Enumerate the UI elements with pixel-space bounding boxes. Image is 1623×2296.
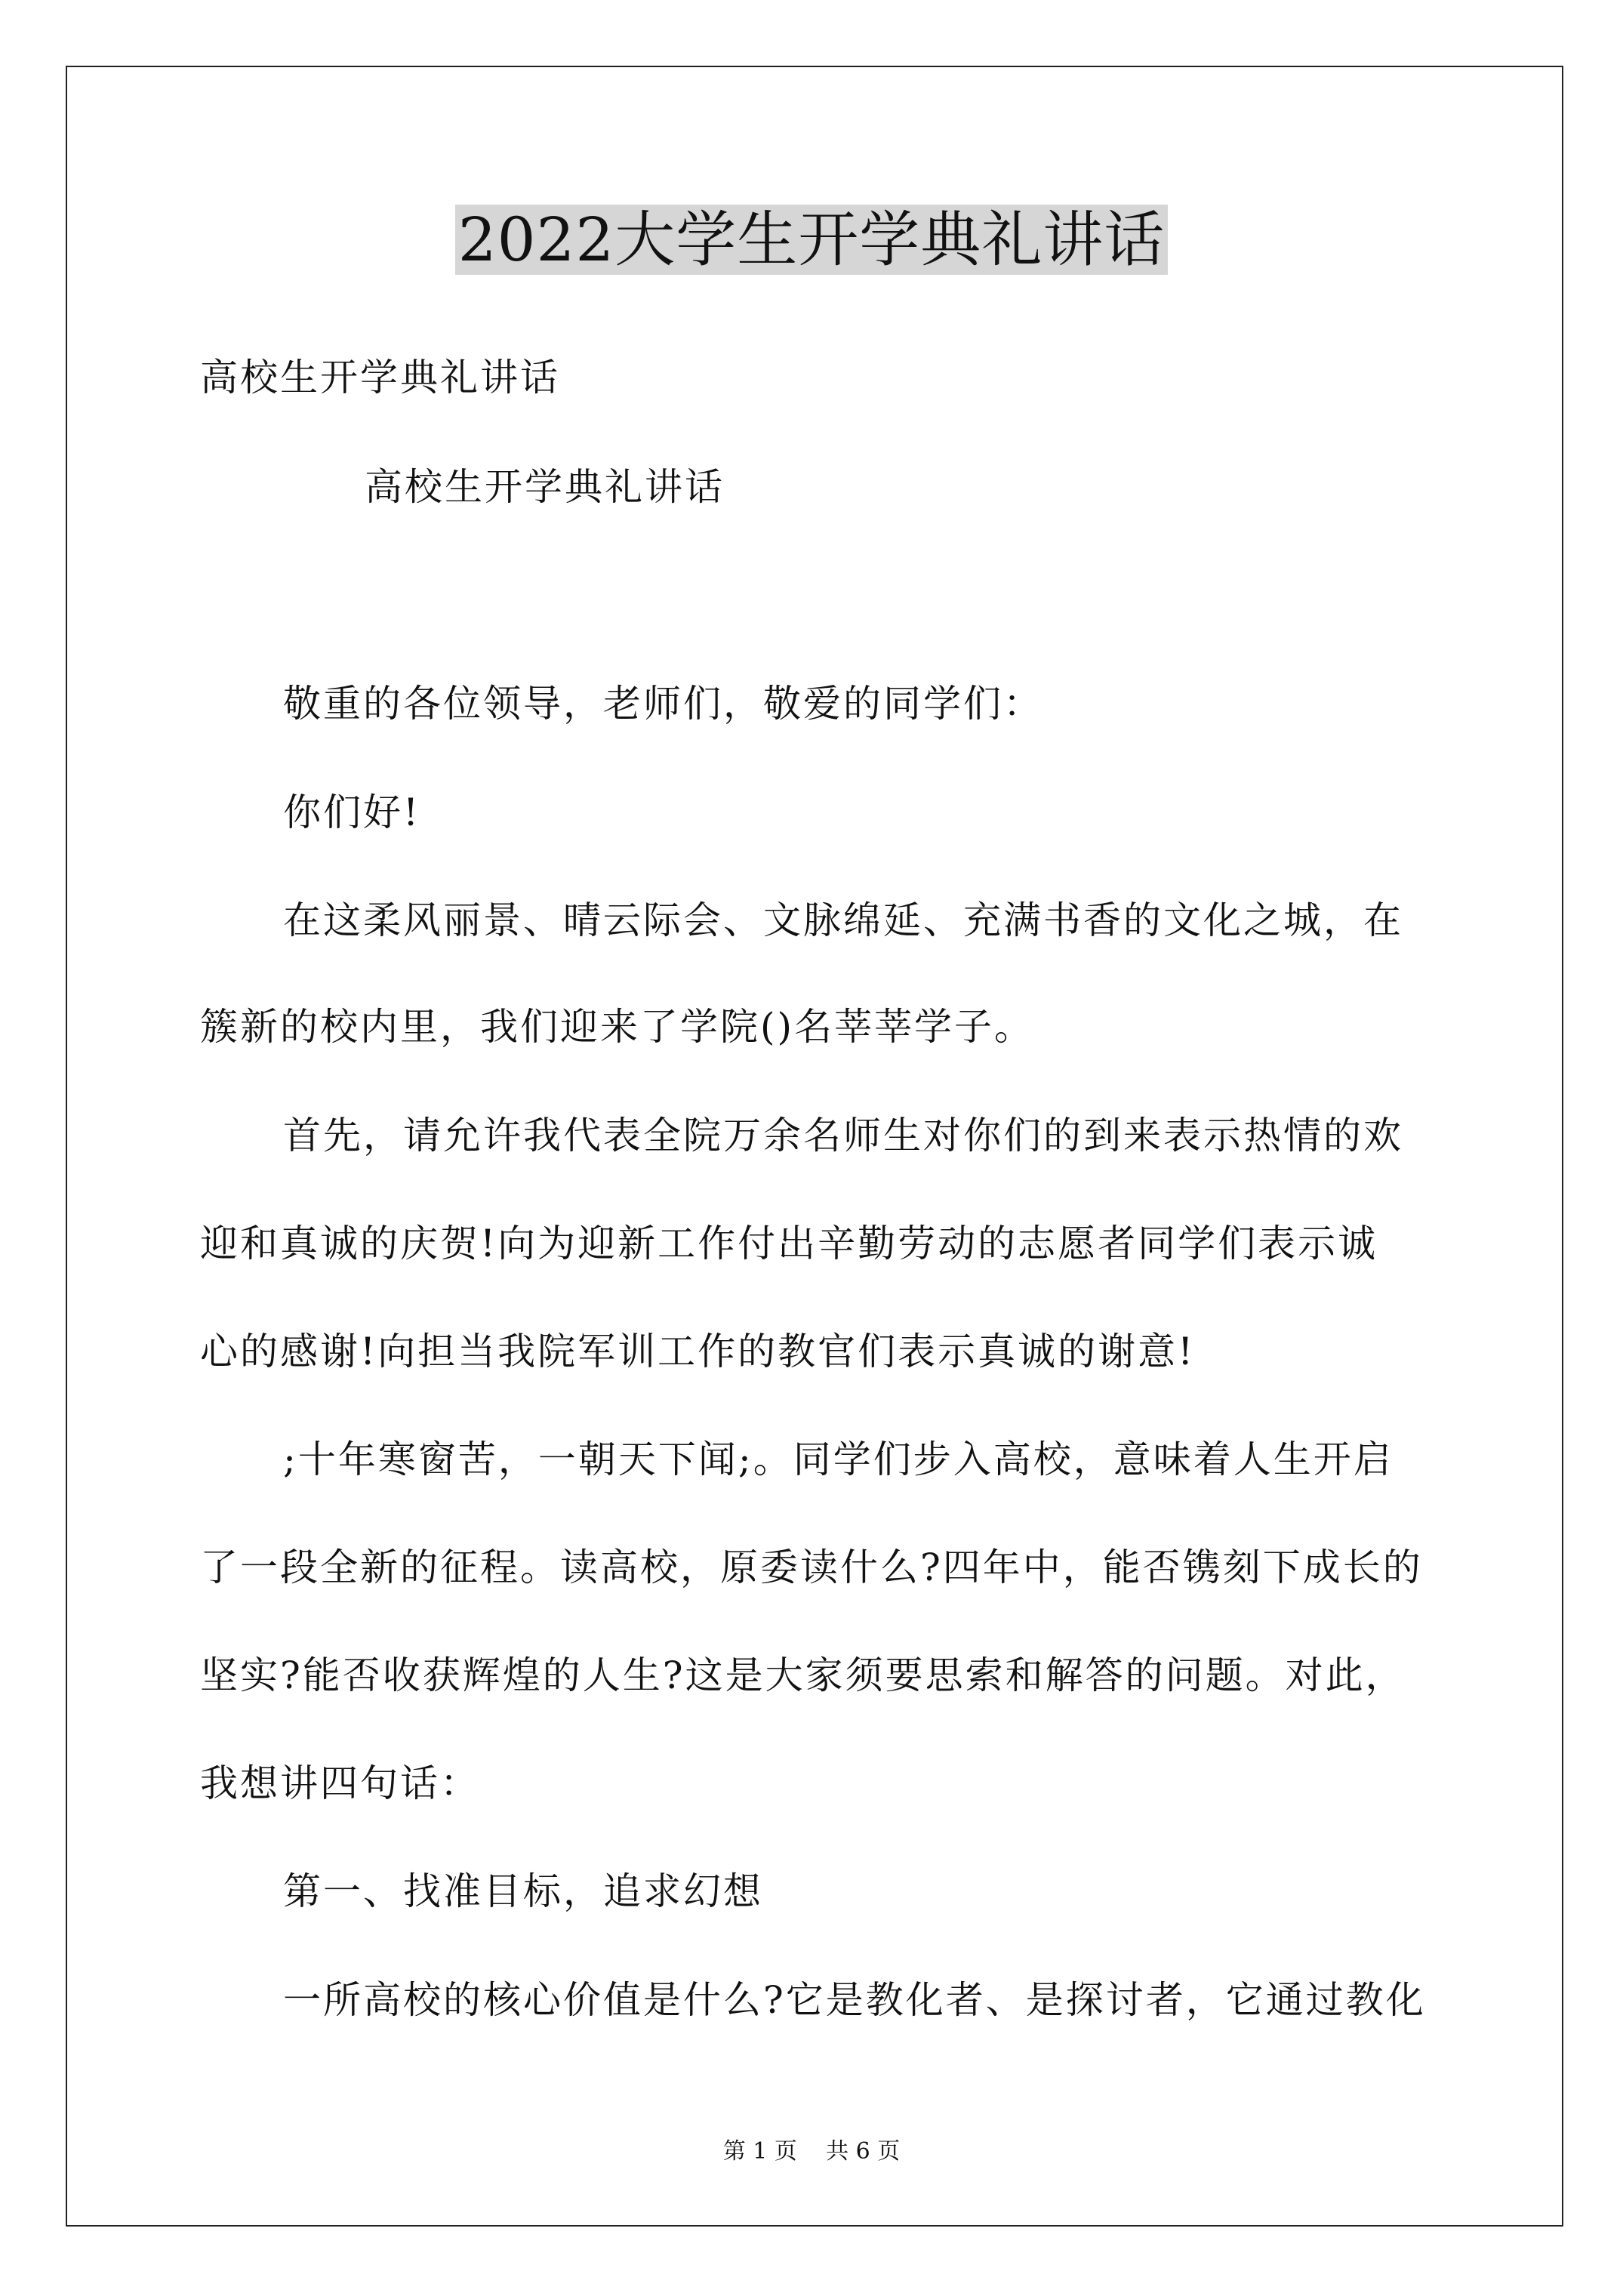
paragraph-line: 迎和真诚的庆贺!向为迎新工作付出辛勤劳动的志愿者同学们表示诚 xyxy=(200,1222,1378,1265)
page-footer: 第 1 页 共 6 页 xyxy=(722,2138,901,2165)
paragraph-line: 一所高校的核心价值是什么?它是教化者、是探讨者，它通过教化 xyxy=(283,1978,1426,2022)
document-title-text: 2022大学生开学典礼讲话 xyxy=(455,205,1169,275)
paragraph-line: 敬重的各位领导，老师们，敬爱的同学们： xyxy=(283,682,1043,726)
paragraph-line: 簇新的校内里，我们迎来了学院()名莘莘学子。 xyxy=(200,1005,1035,1049)
paragraph-line: 了一段全新的征程。读高校，原委读什么?四年中，能否镌刻下成长的 xyxy=(200,1546,1423,1589)
paragraph-line: 心的感谢!向担当我院军训工作的教官们表示真诚的谢意! xyxy=(200,1330,1196,1373)
paragraph-line: 你们好! xyxy=(283,791,421,834)
paragraph-line: 在这柔风丽景、晴云际会、文脉绵延、充满书香的文化之城，在 xyxy=(283,898,1403,942)
subtitle-2: 高校生开学典礼讲话 xyxy=(365,465,725,509)
paragraph-line: 坚实?能否收获辉煌的人生?这是大家须要思索和解答的问题。对此， xyxy=(200,1653,1406,1697)
paragraph-line: 我想讲四句话： xyxy=(200,1761,480,1805)
document-title xyxy=(0,202,1623,278)
paragraph-line: 第一、找准目标，追求幻想 xyxy=(283,1869,763,1913)
paragraph-line: 首先，请允许我代表全院万余名师生对你们的到来表示热情的欢 xyxy=(283,1114,1403,1157)
subtitle-1: 高校生开学典礼讲话 xyxy=(200,356,560,399)
paragraph-line: ;十年寒窗苦，一朝天下闻;。同学们步入高校，意味着人生开启 xyxy=(283,1438,1394,1481)
